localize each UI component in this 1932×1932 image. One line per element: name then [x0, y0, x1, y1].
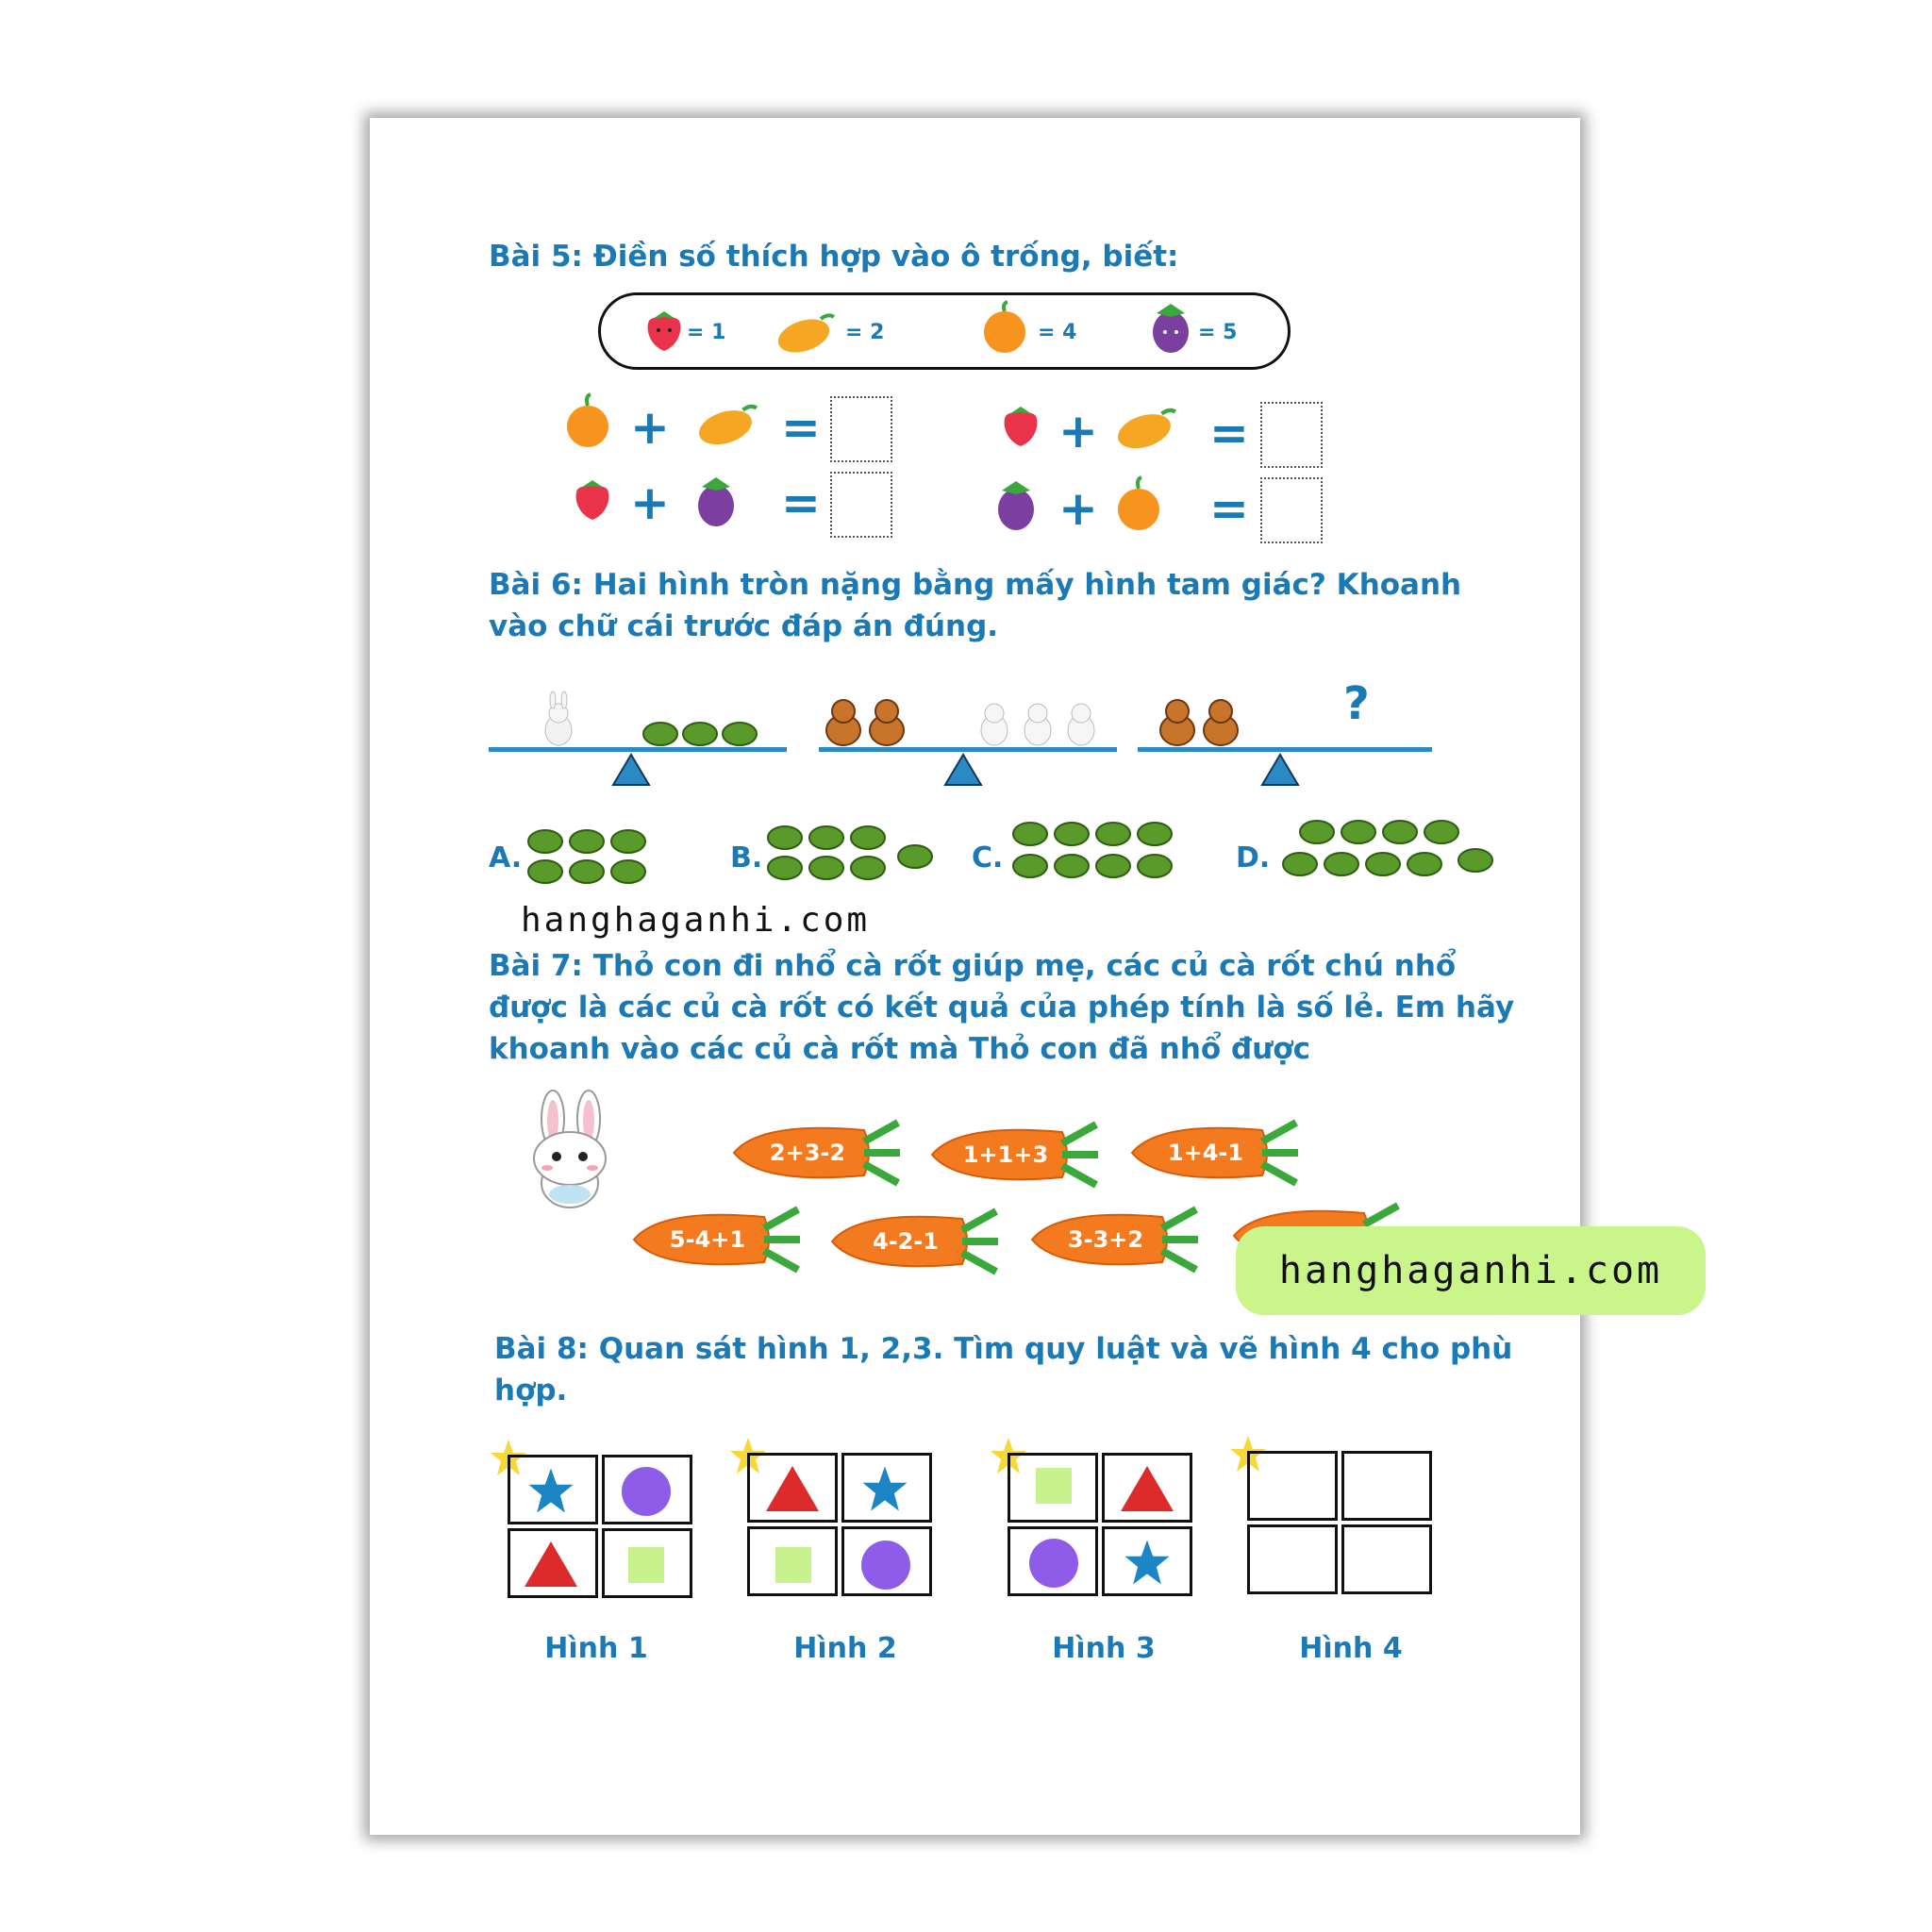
figure-label: Hình 1 [544, 1632, 648, 1665]
bai8-title-line2: hợp. [494, 1374, 568, 1407]
bai8-title-line1: Bài 8: Quan sát hình 1, 2,3. Tìm quy luật và vẽ hình 4 cho phù [494, 1332, 1513, 1366]
figure-label: Hình 3 [1052, 1632, 1156, 1665]
blue-star-shape [526, 1466, 575, 1515]
equals-sign: = [781, 475, 821, 530]
orange-icon [981, 302, 1028, 355]
carrot-label[interactable]: 3-3+2 [1067, 1226, 1144, 1253]
turtle-group [640, 715, 764, 749]
mango-icon [1115, 406, 1177, 449]
bai7-title-line2: được là các củ cà rốt có kết quả của phép tính là số lẻ. Em hãy [489, 991, 1515, 1024]
grid-cell-empty[interactable] [1341, 1524, 1432, 1594]
rabbit-group [974, 689, 1106, 747]
mango-icon [696, 402, 758, 445]
dog-group [821, 696, 911, 749]
bai5-title: Bài 5: Điền số thích hợp vào ô trống, biết: [489, 240, 1179, 274]
grid-cell-empty[interactable] [1247, 1524, 1338, 1594]
strawberry-icon [1000, 402, 1041, 449]
option-b[interactable]: B. [730, 841, 763, 874]
purple-circle-shape [860, 1540, 911, 1591]
eggplant-icon [694, 472, 738, 528]
balance-beam [819, 747, 1117, 752]
figure-label: Hình 2 [793, 1632, 897, 1665]
plus-sign: + [1058, 481, 1098, 536]
legend-value: = 1 [687, 321, 726, 344]
red-triangle-shape [523, 1540, 579, 1589]
bai7-title-line3: khoanh vào các củ cà rốt mà Thỏ con đã nhổ được [489, 1032, 1310, 1066]
answer-box[interactable] [1260, 477, 1323, 543]
eggplant-icon [994, 475, 1038, 532]
green-square-shape [628, 1547, 664, 1583]
watermark-text: hanghaganhi.com [521, 901, 871, 940]
turtle-group [1279, 817, 1502, 881]
orange-icon [1115, 477, 1162, 532]
green-square-shape [1036, 1468, 1072, 1504]
question-mark: ? [1343, 677, 1370, 730]
plus-sign: + [630, 475, 670, 530]
grid-cell-empty[interactable] [1247, 1451, 1338, 1521]
bai6-title-line2: vào chữ cái trước đáp án đúng. [489, 609, 999, 643]
answer-box[interactable] [830, 472, 892, 538]
strawberry-icon [643, 308, 685, 353]
carrot-label[interactable]: 1+1+3 [962, 1141, 1049, 1168]
turtle-group [1009, 819, 1185, 881]
eggplant-icon [1149, 298, 1192, 355]
bunny-icon [521, 1091, 619, 1213]
fulcrum-triangle [1260, 753, 1300, 787]
equals-sign: = [1209, 406, 1249, 460]
bai6-title-line1: Bài 6: Hai hình tròn nặng bằng mấy hình tam giác? Khoanh [489, 568, 1462, 602]
fulcrum-triangle [611, 753, 651, 787]
rabbit-icon [536, 692, 581, 747]
dog-group [1155, 696, 1245, 749]
balance-beam [489, 747, 787, 752]
carrot-label[interactable]: 1+4-1 [1167, 1140, 1244, 1166]
balance-beam [1138, 747, 1432, 752]
equals-sign: = [781, 400, 821, 455]
strawberry-icon [572, 475, 613, 523]
purple-circle-shape [621, 1466, 672, 1517]
purple-circle-shape [1028, 1538, 1079, 1589]
orange-icon [564, 394, 611, 449]
carrot-label[interactable]: 2+3-2 [769, 1140, 846, 1166]
red-triangle-shape [1119, 1464, 1175, 1513]
equals-sign: = [1209, 481, 1249, 536]
option-a[interactable]: A. [489, 841, 523, 874]
answer-box[interactable] [830, 396, 892, 462]
green-square-shape [775, 1547, 811, 1583]
bai7-title-line1: Bài 7: Thỏ con đi nhổ cà rốt giúp mẹ, các củ cà rốt chú nhổ [489, 949, 1457, 983]
turtle-group [764, 823, 940, 883]
carrot-label[interactable]: 5-4+1 [669, 1226, 746, 1253]
blue-star-shape [1123, 1538, 1172, 1587]
legend-value: = 5 [1198, 321, 1238, 344]
blue-star-shape [860, 1464, 909, 1513]
option-d[interactable]: D. [1236, 841, 1271, 874]
grid-cell-empty[interactable] [1341, 1451, 1432, 1521]
legend-value: = 2 [845, 321, 885, 344]
fulcrum-triangle [943, 753, 983, 787]
option-c[interactable]: C. [972, 841, 1004, 874]
plus-sign: + [1058, 404, 1098, 458]
red-triangle-shape [764, 1464, 821, 1513]
answer-box[interactable] [1260, 402, 1323, 468]
watermark-badge: hanghaganhi.com [1236, 1226, 1706, 1315]
legend-value: = 4 [1038, 321, 1077, 344]
turtle-group [525, 826, 653, 887]
carrot-label[interactable]: 4-2-1 [872, 1228, 940, 1255]
plus-sign: + [630, 400, 670, 455]
figure-label: Hình 4 [1299, 1632, 1403, 1665]
mango-icon [775, 311, 836, 353]
